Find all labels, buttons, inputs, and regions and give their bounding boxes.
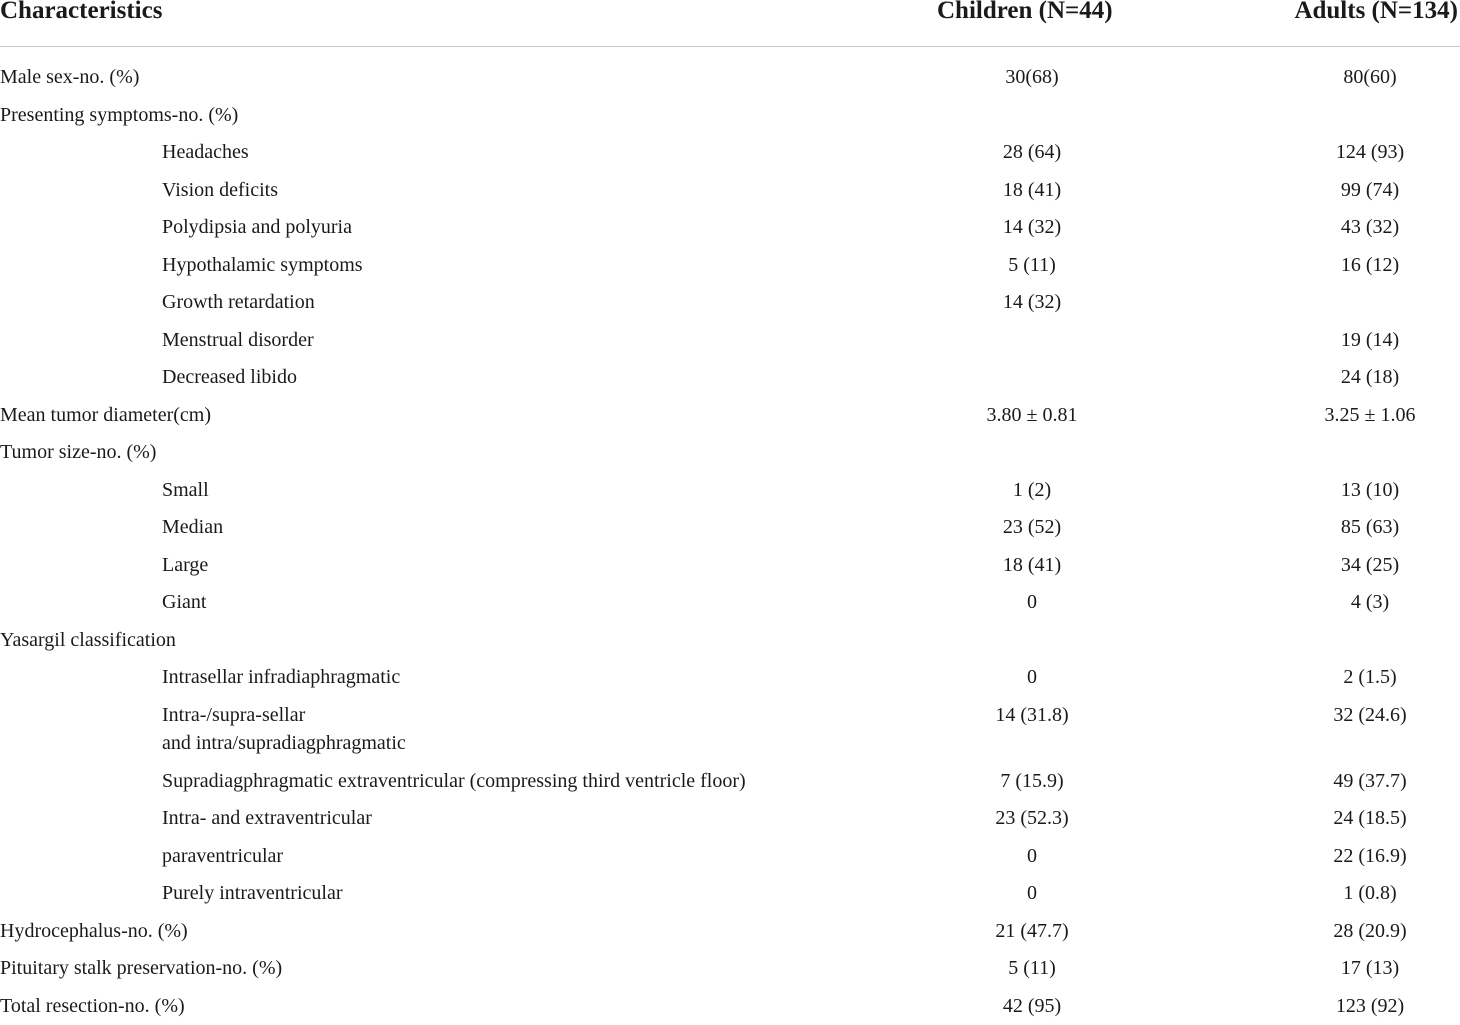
children-value: 18 (41) bbox=[932, 172, 1132, 210]
adults-value: 1 (0.8) bbox=[1270, 875, 1460, 913]
table-row bbox=[0, 59, 1460, 97]
table-body bbox=[0, 59, 1460, 1025]
children-value: 5 (11) bbox=[932, 950, 1132, 988]
table-row bbox=[0, 209, 1460, 247]
row-label: Yasargil classification bbox=[0, 622, 176, 660]
table-row bbox=[0, 509, 1460, 547]
children-value: 0 bbox=[932, 659, 1132, 697]
table-row bbox=[0, 838, 1460, 876]
children-value: 7 (15.9) bbox=[932, 763, 1132, 801]
row-label: Small bbox=[162, 472, 209, 510]
adults-value: 43 (32) bbox=[1270, 209, 1460, 247]
table-row bbox=[0, 434, 1460, 472]
table-row bbox=[0, 950, 1460, 988]
adults-value: 85 (63) bbox=[1270, 509, 1460, 547]
table-row bbox=[0, 284, 1460, 322]
children-value: 28 (64) bbox=[932, 134, 1132, 172]
adults-value: 123 (92) bbox=[1270, 988, 1460, 1025]
adults-value: 49 (37.7) bbox=[1270, 763, 1460, 801]
row-label: Polydipsia and polyuria bbox=[162, 209, 352, 247]
children-value: 30(68) bbox=[932, 59, 1132, 97]
characteristics-table bbox=[0, 0, 1460, 47]
table-row bbox=[0, 134, 1460, 172]
adults-value: 13 (10) bbox=[1270, 472, 1460, 510]
adults-value: 2 (1.5) bbox=[1270, 659, 1460, 697]
row-label: Median bbox=[162, 509, 223, 547]
row-label: Tumor size-no. (%) bbox=[0, 434, 156, 472]
adults-value: 34 (25) bbox=[1270, 547, 1460, 585]
header-characteristics: Characteristics bbox=[0, 0, 162, 28]
adults-value: 3.25 ± 1.06 bbox=[1270, 397, 1460, 435]
table-header-row bbox=[0, 0, 1460, 47]
table-row bbox=[0, 913, 1460, 951]
row-label: Male sex-no. (%) bbox=[0, 59, 139, 97]
row-label: Mean tumor diameter(cm) bbox=[0, 397, 211, 435]
table-row bbox=[0, 97, 1460, 135]
row-label: Decreased libido bbox=[162, 359, 297, 397]
children-value: 21 (47.7) bbox=[932, 913, 1132, 951]
table-row bbox=[0, 622, 1460, 660]
adults-value: 124 (93) bbox=[1270, 134, 1460, 172]
table-row bbox=[0, 800, 1460, 838]
row-label: Growth retardation bbox=[162, 284, 315, 322]
adults-value: 24 (18.5) bbox=[1270, 800, 1460, 838]
table-row bbox=[0, 584, 1460, 622]
children-value: 18 (41) bbox=[932, 547, 1132, 585]
row-label: Presenting symptoms-no. (%) bbox=[0, 97, 238, 135]
children-value: 3.80 ± 0.81 bbox=[932, 397, 1132, 435]
adults-value: 28 (20.9) bbox=[1270, 913, 1460, 951]
table-row bbox=[0, 172, 1460, 210]
row-label: Vision deficits bbox=[162, 172, 278, 210]
row-label: Purely intraventricular bbox=[162, 875, 343, 913]
children-value: 14 (31.8) bbox=[932, 697, 1132, 735]
table-row bbox=[0, 359, 1460, 397]
children-value: 14 (32) bbox=[932, 209, 1132, 247]
children-value: 0 bbox=[932, 838, 1132, 876]
row-label: Hydrocephalus-no. (%) bbox=[0, 913, 188, 951]
adults-value: 16 (12) bbox=[1270, 247, 1460, 285]
table-row bbox=[0, 659, 1460, 697]
table-row bbox=[0, 763, 1460, 801]
adults-value: 22 (16.9) bbox=[1270, 838, 1460, 876]
adults-value: 19 (14) bbox=[1270, 322, 1460, 360]
row-label: Hypothalamic symptoms bbox=[162, 247, 363, 285]
adults-value: 80(60) bbox=[1270, 59, 1460, 97]
table-row bbox=[0, 988, 1460, 1025]
children-value: 1 (2) bbox=[932, 472, 1132, 510]
adults-value: 24 (18) bbox=[1270, 359, 1460, 397]
row-label: Supradiagphragmatic extraventricular (compressing third ventricle floor) bbox=[162, 763, 746, 801]
row-label: Total resection-no. (%) bbox=[0, 988, 185, 1025]
adults-value: 4 (3) bbox=[1270, 584, 1460, 622]
row-label: Pituitary stalk preservation-no. (%) bbox=[0, 950, 282, 988]
header-children: Children (N=44) bbox=[937, 0, 1113, 28]
children-value: 23 (52) bbox=[932, 509, 1132, 547]
children-value: 5 (11) bbox=[932, 247, 1132, 285]
children-value: 14 (32) bbox=[932, 284, 1132, 322]
table-row bbox=[0, 397, 1460, 435]
adults-value: 99 (74) bbox=[1270, 172, 1460, 210]
children-value: 0 bbox=[932, 584, 1132, 622]
table-row bbox=[0, 472, 1460, 510]
row-label: Intra- and extraventricular bbox=[162, 800, 372, 838]
table-row bbox=[0, 547, 1460, 585]
row-label: Large bbox=[162, 547, 208, 585]
row-label: Menstrual disorder bbox=[162, 322, 314, 360]
adults-value: 17 (13) bbox=[1270, 950, 1460, 988]
children-value: 0 bbox=[932, 875, 1132, 913]
children-value: 42 (95) bbox=[932, 988, 1132, 1025]
table-row bbox=[0, 875, 1460, 913]
row-label: Intra-/supra-sellar and intra/supradiagphragmatic bbox=[162, 701, 406, 757]
row-label: Intrasellar infradiaphragmatic bbox=[162, 659, 400, 697]
row-label: Giant bbox=[162, 584, 206, 622]
children-value: 23 (52.3) bbox=[932, 800, 1132, 838]
row-label: paraventricular bbox=[162, 838, 283, 876]
table-row bbox=[0, 697, 1460, 763]
table-row bbox=[0, 322, 1460, 360]
row-label: Headaches bbox=[162, 134, 249, 172]
table-row bbox=[0, 247, 1460, 285]
adults-value: 32 (24.6) bbox=[1270, 697, 1460, 735]
header-adults: Adults (N=134) bbox=[1294, 0, 1458, 28]
